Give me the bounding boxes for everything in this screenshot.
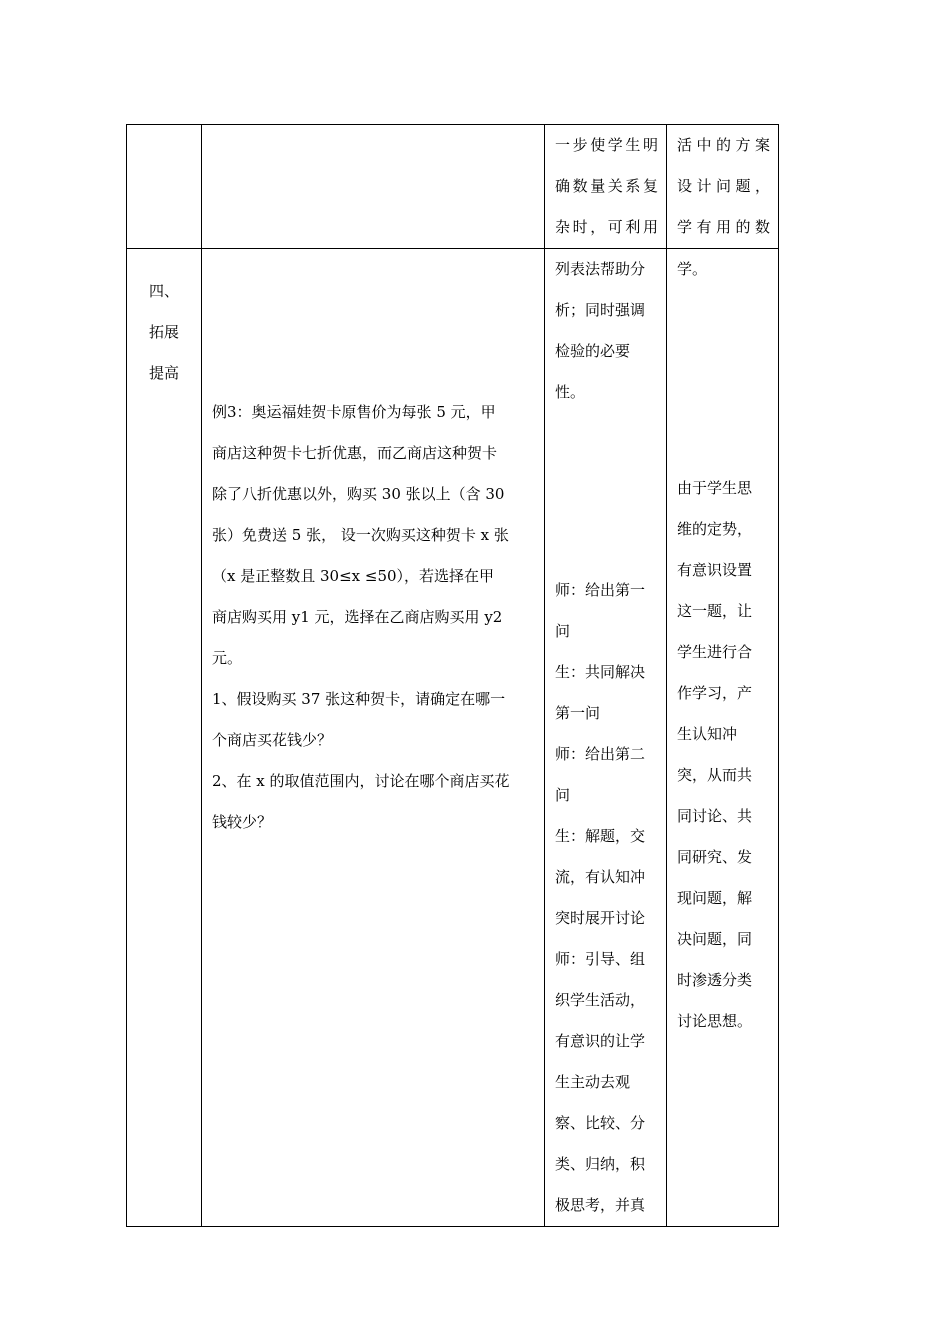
intent-text-line: 同讨论、共	[677, 807, 753, 825]
lesson-plan-table	[126, 124, 779, 1227]
intent-text-line: 决问题，同	[677, 930, 753, 948]
intent-text-line: 维的定势，	[677, 520, 753, 538]
example-text-line: 钱较少？	[212, 813, 273, 831]
example-text-line: 例3：奥运福娃贺卡原售价为每张 5 元，甲	[212, 403, 496, 421]
activity-text-line: 织学生活动，	[555, 991, 646, 1009]
activity-text-line: 一步使学生明	[555, 136, 658, 154]
intent-text-line: 有意识设置	[677, 561, 753, 579]
activity-text-line: 检验的必要	[555, 342, 631, 360]
activity-text-line: 生主动去观	[555, 1073, 631, 1091]
activity-text-line: 有意识的让学	[555, 1032, 646, 1050]
intent-text-line: 现问题，解	[677, 889, 753, 907]
activity-text-line: 性。	[555, 383, 586, 401]
activity-text-line: 类、归纳，积	[555, 1155, 646, 1173]
content-cell	[202, 249, 545, 1227]
example-text-line: 商店这种贺卡七折优惠，而乙商店这种贺卡	[212, 444, 498, 462]
activity-text-line: 师：给出第二	[555, 745, 646, 763]
stage-cell	[127, 249, 202, 1227]
activity-cell	[545, 125, 667, 249]
example-text-line: 元。	[212, 649, 243, 667]
intent-text-line: 学生进行合	[677, 643, 753, 661]
activity-text-line: 察、比较、分	[555, 1114, 646, 1132]
activity-text-line: 列表法帮助分	[555, 260, 646, 278]
example-text-line: 2、在 x 的取值范围内，讨论在哪个商店买花	[212, 772, 510, 790]
intent-text-line: 这一题，让	[677, 602, 753, 620]
table-row	[127, 249, 779, 1227]
activity-text-line: 师：引导、组	[555, 950, 646, 968]
activity-text-line: 第一问	[555, 704, 601, 722]
intent-text-line: 突，从而共	[677, 766, 753, 784]
intent-text-line: 生认知冲	[677, 725, 738, 743]
intent-text-line: 活中的方案	[677, 136, 770, 154]
intent-text-line: 作学习，产	[677, 684, 753, 702]
example-text-line: 商店购买用 y1 元，选择在乙商店购买用 y2	[212, 608, 503, 626]
intent-text-line: 设计问题，	[677, 177, 770, 195]
stage-label-line: 提高	[148, 364, 179, 382]
activity-cell	[545, 249, 667, 1227]
table-row	[127, 125, 779, 249]
activity-text-line: 师：给出第一	[555, 581, 646, 599]
intent-text-line: 学有用的数	[677, 218, 770, 236]
activity-text-line: 问	[555, 622, 571, 640]
example-text-line: 个商店买花钱少？	[212, 731, 333, 749]
intent-cell	[667, 125, 779, 249]
activity-text-line: 确数量关系复	[555, 177, 658, 195]
content-cell	[202, 125, 545, 249]
activity-text-line: 突时展开讨论	[555, 909, 646, 927]
activity-text-line: 生：共同解决	[555, 663, 646, 681]
intent-text-line: 同研究、发	[677, 848, 753, 866]
activity-text-line: 问	[555, 786, 571, 804]
example-text-line: （x 是正整数且 30≤x ≤50），若选择在甲	[212, 567, 495, 585]
intent-text-line: 由于学生思	[677, 479, 753, 497]
intent-text-line: 时渗透分类	[677, 971, 753, 989]
intent-cell	[667, 249, 779, 1227]
activity-text-line: 生：解题，交	[555, 827, 646, 845]
activity-text-line: 析；同时强调	[555, 301, 646, 319]
intent-text-line: 学。	[677, 260, 708, 278]
stage-cell	[127, 125, 202, 249]
activity-text-line: 杂时，可利用	[555, 218, 658, 236]
intent-text-line: 讨论思想。	[677, 1012, 753, 1030]
example-text-line: 除了八折优惠以外，购买 30 张以上（含 30	[212, 485, 505, 503]
stage-label-line: 拓展	[148, 323, 179, 341]
activity-text-line: 流，有认知冲	[555, 868, 646, 886]
activity-text-line: 极思考，并真	[555, 1196, 646, 1214]
example-text-line: 1、假设购买 37 张这种贺卡，请确定在哪一	[212, 690, 506, 708]
example-text-line: 张）免费送 5 张， 设一次购买这种贺卡 x 张	[212, 526, 509, 544]
stage-label-line: 四、	[148, 282, 179, 300]
